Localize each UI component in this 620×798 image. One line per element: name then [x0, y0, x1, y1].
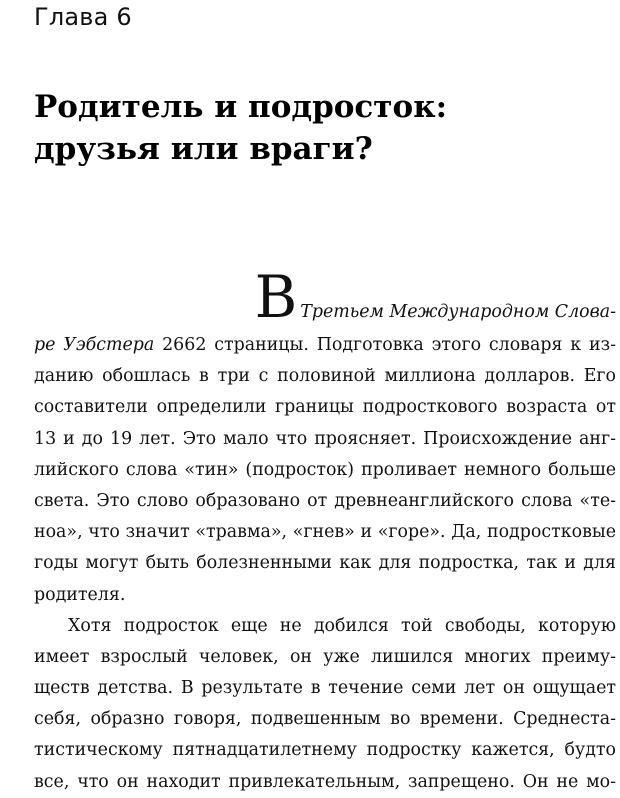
- paragraph-1-line: света. Это слово образовано от древнеанглийского слова «те-: [34, 490, 616, 511]
- first-line-text: Третьем Международном Слова-: [300, 302, 616, 322]
- book-title-italic: ре Уэбстера: [34, 335, 155, 355]
- first-line: [34, 263, 616, 331]
- paragraph-1-line: ноа», что значит «травма», «гнев» и «горе». Да, подростковые: [34, 522, 616, 543]
- paragraph-2-line: имеет взрослый человек, он уже лишился многих преиму-: [34, 646, 616, 667]
- paragraph-1-line: 13 и до 19 лет. Это мало что проясняет. Происхождение анг-: [34, 428, 616, 449]
- paragraph-2-line: ществ детства. В результате в течение семи лет он ощущает: [34, 678, 616, 699]
- paragraph-1-last-line: родителя.: [34, 584, 126, 605]
- body-text: [34, 263, 616, 798]
- paragraph-2-line: Хотя подросток еще не добился той свободы, которую: [68, 615, 616, 636]
- paragraph-1-line: данию обошлась в три с половиной миллиона долларов. Его: [34, 366, 616, 387]
- paragraph-2-line: все, что он находит привлекательным, запрещено. Он не мо-: [34, 771, 616, 792]
- paragraph-1-line: лийского слова «тин» (подросток) проливает немного больше: [34, 459, 616, 480]
- paragraph-2-line: тистическому пятнадцатилетнему подростку кажется, будто: [34, 740, 616, 761]
- drop-cap: В: [254, 263, 298, 331]
- chapter-title: [34, 86, 614, 170]
- paragraph-1-line: составители определили границы подросткового возраста от: [34, 397, 616, 418]
- paragraph-1-line-text: 2662 страницы. Подготовка этого словаря к из-: [154, 335, 616, 355]
- chapter-label: Глава 6: [34, 3, 132, 31]
- chapter-title-line-2: друзья или враги?: [34, 131, 373, 167]
- chapter-title-line-1: Родитель и подросток:: [34, 89, 448, 125]
- paragraph-2-line: себя, образно говоря, подвешенным во времени. Среднеста-: [34, 709, 616, 730]
- paragraph-1-line: [34, 330, 616, 361]
- paragraph-1-line: годы могут быть болезненными как для подростка, так и для: [34, 553, 616, 574]
